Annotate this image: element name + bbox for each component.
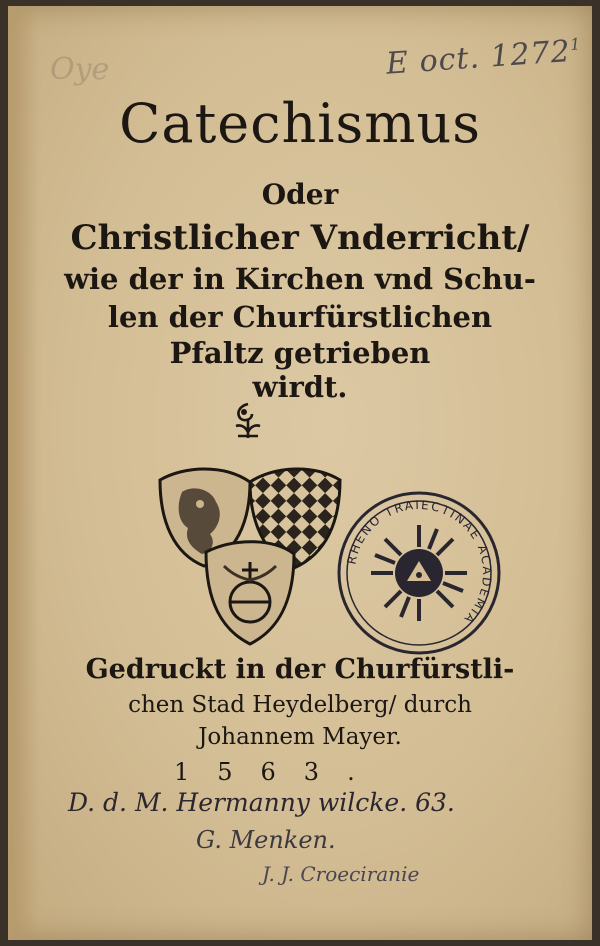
subtitle-line-3: wie der in Kirchen vnd Schu- xyxy=(64,262,536,296)
page-title: Catechismus xyxy=(119,92,481,155)
fleuron-ornament xyxy=(226,400,270,442)
sun-icon xyxy=(371,525,467,621)
shelfmark-suffix: 1 xyxy=(569,34,582,54)
subtitle-line-4: len der Churfürstlichen xyxy=(107,300,493,334)
faint-pencil-mark: Oye xyxy=(50,52,110,87)
title-page xyxy=(8,6,592,940)
subtitle-line-1: Oder xyxy=(261,178,339,211)
subtitle-line-2: Christlicher Vnderricht/ xyxy=(70,218,530,258)
publication-year: 1563. xyxy=(174,758,383,786)
imprint-line-3: Johannem Mayer. xyxy=(198,724,402,750)
imprint-line-2: chen Stad Heydelberg/ durch xyxy=(128,692,472,718)
provenance-note-3: J. J. Croeciranie xyxy=(262,862,420,886)
subtitle-line-6: wirdt. xyxy=(252,370,348,404)
coat-of-arms-icon xyxy=(154,462,344,652)
shelfmark xyxy=(385,33,583,82)
subtitle-line-5: Pfaltz getrieben xyxy=(169,336,431,370)
imprint-line-1: Gedruckt in der Churfürstli- xyxy=(85,654,515,685)
provenance-note-1: D. d. M. Hermanny wilcke. 63. xyxy=(68,788,455,817)
library-stamp-seal xyxy=(334,488,504,658)
shelfmark-text: E oct. 1272 xyxy=(385,33,572,82)
provenance-note-2: G. Menken. xyxy=(196,826,336,854)
seal-inscription: RHENO TRAIECTINAE ACADEMIA xyxy=(344,497,495,628)
